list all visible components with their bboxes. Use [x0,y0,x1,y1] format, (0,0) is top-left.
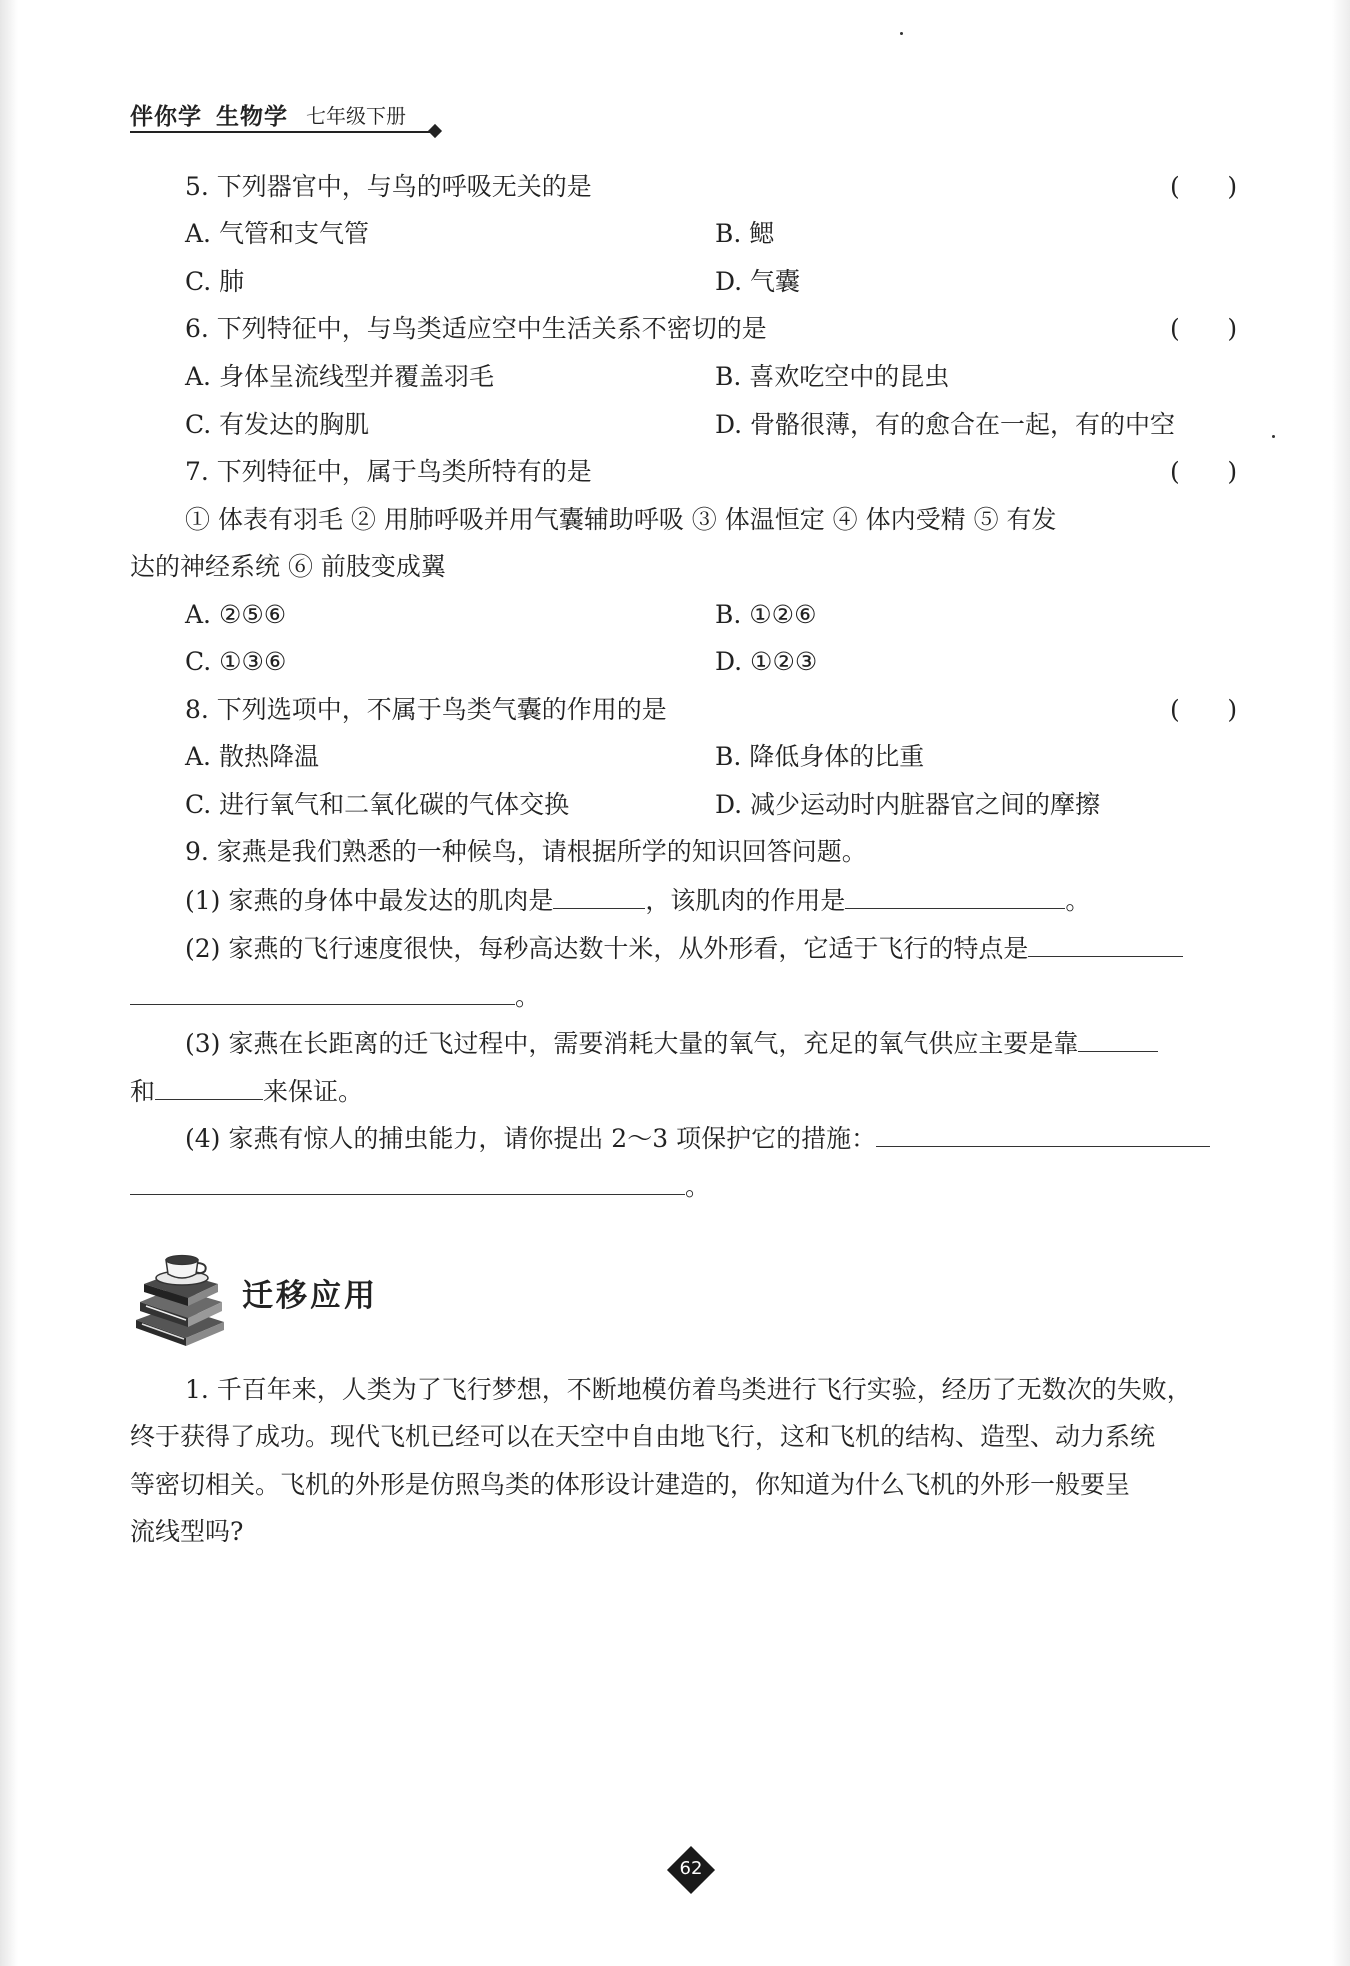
q9-part2-text-a: (2) 家燕的飞行速度很快，每秒高达数十米，从外形看，它适于飞行的特点是 [185,934,1029,963]
q9-part2 [185,930,1183,966]
q9-part4-blank-line1[interactable] [876,1120,1210,1147]
q7-items-line1: ① 体表有羽毛 ② 用肺呼吸并用气囊辅助呼吸 ③ 体温恒定 ④ 体内受精 ⑤ 有发 [185,505,1057,534]
q9-part4-blank-line2[interactable] [130,1168,685,1195]
speck [1272,435,1275,438]
q9-stem: 9. 家燕是我们熟悉的一种候鸟，请根据所学的知识回答问题。 [185,837,867,866]
q8-option-b: B. 降低身体的比重 [715,742,925,771]
section-q1-line3: 等密切相关。飞机的外形是仿照鸟类的体形设计建造的，你知道为什么飞机的外形一般要呈 [130,1470,1131,1499]
header-rule [130,131,430,133]
q9-part3 [185,1025,1158,1061]
q5-answer-bracket[interactable]: ( ) [1170,172,1238,201]
q9-part1-blank-function[interactable] [845,882,1065,909]
q8-option-a: A. 散热降温 [185,742,319,771]
q5-option-a: A. 气管和支气管 [185,219,369,248]
books-teacup-icon [130,1238,230,1348]
q9-part2-blank-line1[interactable] [1028,930,1183,957]
section-q1-line4: 流线型吗? [130,1517,244,1546]
header-grade: 七年级下册 [306,104,406,128]
section-title: 迁移应用 [242,1278,378,1314]
header-subject: 生物学 [216,104,288,130]
q8-option-c: C. 进行氧气和二氧化碳的气体交换 [185,790,570,819]
q7-answer-bracket[interactable]: ( ) [1170,457,1238,486]
q9-part4-text-a: (4) 家燕有惊人的捕虫能力，请你提出 2～3 项保护它的措施： [185,1124,877,1153]
q9-part2-blank-line2[interactable] [130,978,515,1005]
q9-part4-cont [130,1168,710,1204]
page-shadow-left [0,0,18,1966]
q7-option-a: A. ②⑤⑥ [185,600,287,629]
q9-part2-text-c: 。 [515,982,541,1011]
q9-part4-text-c: 。 [685,1172,711,1201]
q9-part2-cont [130,978,540,1014]
page-number: 62 [679,1858,703,1879]
q7-option-b: B. ①②⑥ [715,600,817,629]
section-q1-line2: 终于获得了成功。现代飞机已经可以在天空中自由地飞行，这和飞机的结构、造型、动力系统 [130,1422,1156,1451]
q9-part1 [185,882,1090,918]
q9-part4 [185,1120,1210,1156]
header-diamond-icon [428,124,442,138]
q5-option-b: B. 鳃 [715,219,775,248]
q9-part3-text-b: 和 [130,1077,156,1106]
q6-stem: 6. 下列特征中，与鸟类适应空中生活关系不密切的是 [185,314,767,343]
speck [900,32,903,35]
q9-part3-text-c: 来保证。 [263,1077,364,1106]
q6-answer-bracket[interactable]: ( ) [1170,314,1238,343]
page-shadow-right [1332,0,1350,1966]
q9-part1-text-b: ，该肌肉的作用是 [645,886,846,915]
q9-part1-text-a: (1) 家燕的身体中最发达的肌肉是 [185,886,554,915]
q8-option-d: D. 减少运动时内脏器官之间的摩擦 [715,790,1101,819]
q9-part3-blank-first[interactable] [1078,1025,1158,1052]
header-book: 伴你学 [130,104,202,130]
q6-option-c: C. 有发达的胸肌 [185,410,370,439]
section-q1-line1: 1. 千百年来，人类为了飞行梦想，不断地模仿着鸟类进行飞行实验，经历了无数次的失败， [185,1375,1192,1404]
q9-part1-text-c: 。 [1065,886,1091,915]
q6-option-a: A. 身体呈流线型并覆盖羽毛 [185,362,494,391]
q6-option-d: D. 骨骼很薄，有的愈合在一起，有的中空 [715,410,1176,439]
section-heading [130,1238,430,1348]
q7-items-line2: 达的神经系统 ⑥ 前肢变成翼 [130,552,446,581]
q8-answer-bracket[interactable]: ( ) [1170,695,1238,724]
q7-stem: 7. 下列特征中，属于鸟类所特有的是 [185,457,592,486]
q7-option-d: D. ①②③ [715,647,818,676]
page-number-badge [667,1846,715,1894]
q9-part1-blank-muscle[interactable] [553,882,645,909]
q8-stem: 8. 下列选项中，不属于鸟类气囊的作用的是 [185,695,667,724]
q9-part3-blank-second[interactable] [155,1073,263,1100]
q7-option-c: C. ①③⑥ [185,647,287,676]
q9-part3-cont [130,1073,363,1109]
q5-option-c: C. 肺 [185,267,245,296]
q5-option-d: D. 气囊 [715,267,801,296]
q9-part3-text-a: (3) 家燕在长距离的迁飞过程中，需要消耗大量的氧气，充足的氧气供应主要是靠 [185,1029,1079,1058]
q5-stem: 5. 下列器官中，与鸟的呼吸无关的是 [185,172,592,201]
q6-option-b: B. 喜欢吃空中的昆虫 [715,362,950,391]
